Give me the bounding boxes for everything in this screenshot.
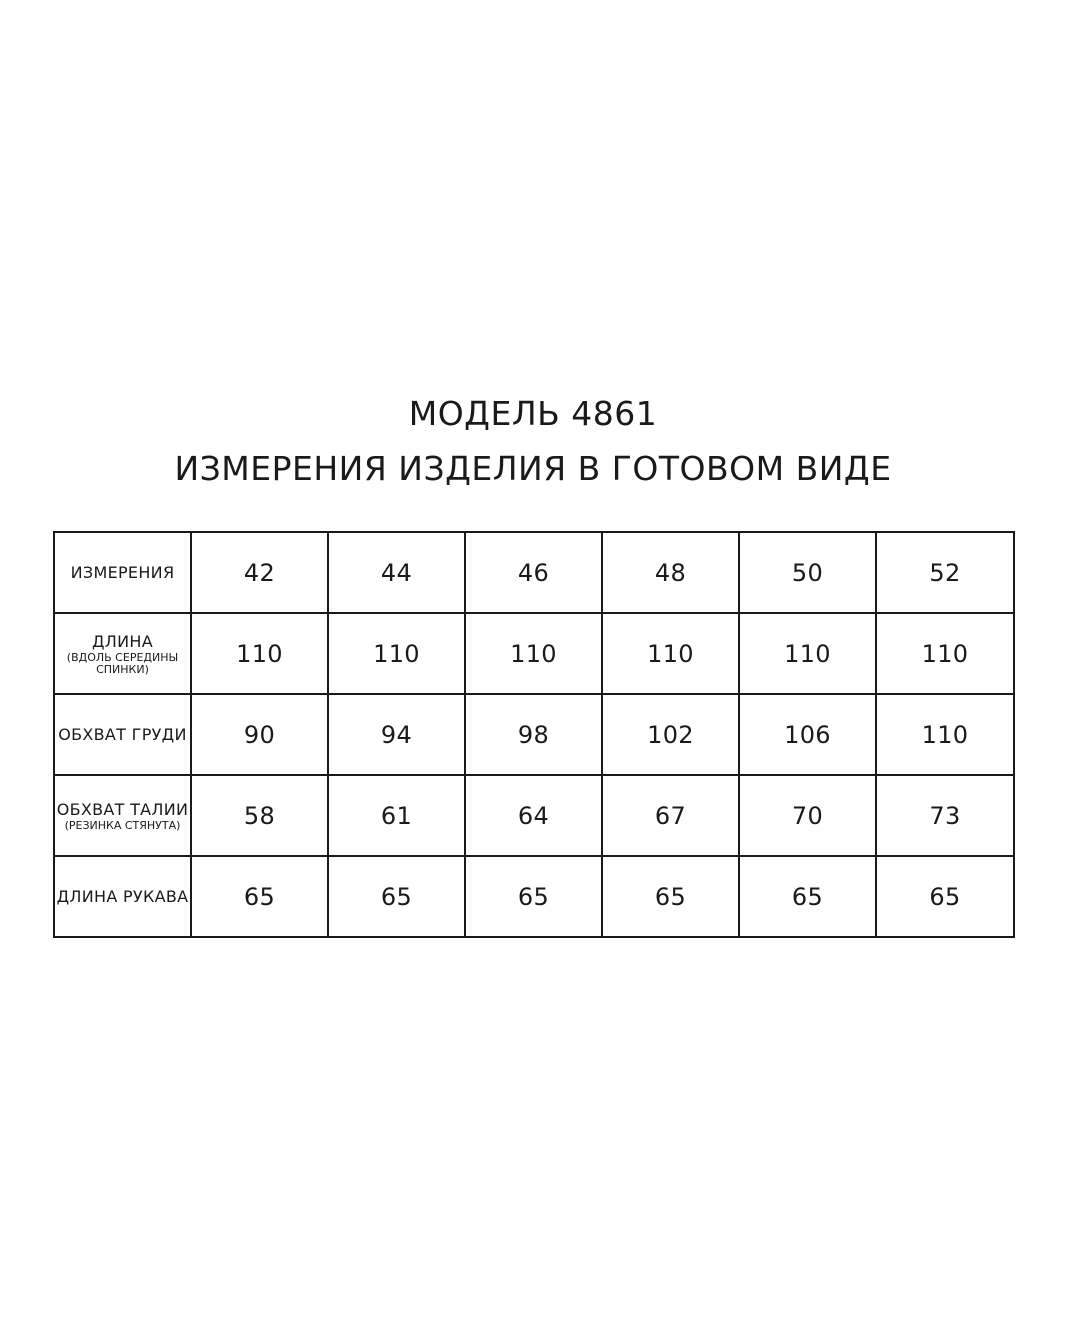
size-header-cell: 46 <box>465 532 602 613</box>
size-header-cell: 48 <box>602 532 739 613</box>
measurement-value-cell: 65 <box>602 856 739 937</box>
measurement-value-cell: 110 <box>602 613 739 694</box>
title-block <box>0 388 1066 495</box>
measurement-value-cell: 110 <box>876 694 1014 775</box>
measurement-value-cell: 110 <box>328 613 465 694</box>
measurement-value-cell: 67 <box>602 775 739 856</box>
measurement-value-cell: 65 <box>465 856 602 937</box>
measurement-label: ДЛИНА <box>92 632 153 651</box>
size-header-cell: 50 <box>739 532 876 613</box>
measurement-row <box>54 856 1014 937</box>
size-table <box>53 531 1015 938</box>
measurement-value-cell: 65 <box>876 856 1014 937</box>
model-title: МОДЕЛЬ 4861 <box>408 394 658 433</box>
table-subtitle: ИЗМЕРЕНИЯ ИЗДЕЛИЯ В ГОТОВОМ ВИДЕ <box>174 449 892 488</box>
measurement-label: ОБХВАТ ГРУДИ <box>58 725 187 744</box>
size-header-cell: 44 <box>328 532 465 613</box>
measurement-value-cell: 110 <box>191 613 328 694</box>
measurement-note: (РЕЗИНКА СТЯНУТА) <box>64 819 181 832</box>
measurement-label-cell <box>54 856 191 937</box>
size-header-cell: 52 <box>876 532 1014 613</box>
measurement-value-cell: 65 <box>191 856 328 937</box>
header-label: ИЗМЕРЕНИЯ <box>54 532 191 613</box>
measurement-row <box>54 613 1014 694</box>
measurement-note: (ВДОЛЬ СЕРЕДИНЫ СПИНКИ) <box>66 651 179 676</box>
measurement-value-cell: 106 <box>739 694 876 775</box>
measurement-value-cell: 61 <box>328 775 465 856</box>
measurement-row <box>54 694 1014 775</box>
measurement-value-cell: 65 <box>739 856 876 937</box>
measurement-value-cell: 64 <box>465 775 602 856</box>
header-row <box>54 532 1014 613</box>
measurement-value-cell: 58 <box>191 775 328 856</box>
measurement-value-cell: 65 <box>328 856 465 937</box>
measurement-row <box>54 775 1014 856</box>
size-table-body <box>54 532 1014 937</box>
measurement-value-cell: 110 <box>876 613 1014 694</box>
measurement-label-cell <box>54 694 191 775</box>
measurement-value-cell: 98 <box>465 694 602 775</box>
measurement-value-cell: 110 <box>465 613 602 694</box>
measurement-label-cell <box>54 613 191 694</box>
measurement-label: ДЛИНА РУКАВА <box>56 887 189 906</box>
measurement-label-cell <box>54 775 191 856</box>
measurement-value-cell: 102 <box>602 694 739 775</box>
measurement-value-cell: 70 <box>739 775 876 856</box>
measurement-value-cell: 110 <box>739 613 876 694</box>
size-header-cell: 42 <box>191 532 328 613</box>
measurement-value-cell: 73 <box>876 775 1014 856</box>
measurement-value-cell: 94 <box>328 694 465 775</box>
measurement-value-cell: 90 <box>191 694 328 775</box>
measurement-label: ОБХВАТ ТАЛИИ <box>56 800 189 819</box>
